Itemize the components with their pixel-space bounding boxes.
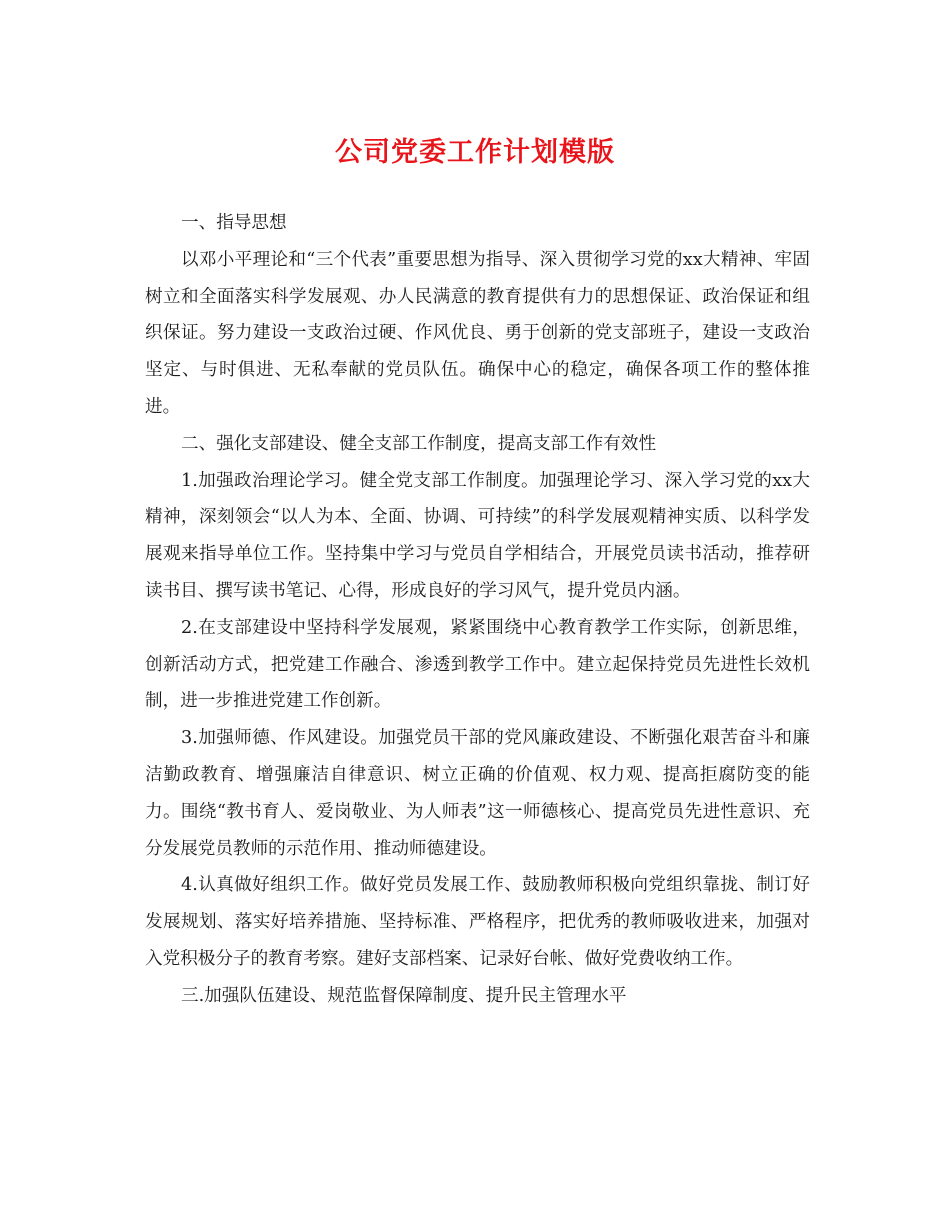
heading-team-building: 三.加强队伍建设、规范监督保障制度、提升民主管理水平 [181, 985, 627, 1006]
paragraph-guiding-ideology: 以邓小平理论和“三个代表”重要思想为指导、深入贯彻学习党的xx大精神、牢固树立和全面落实科学发展观、办人民满意的教育提供有力的思想保证、政治保证和组织保证。努力建设一支政治过硬、作风优良、勇于创新的党支部班子，建设一支政治坚定、与时俱进、无私奉献的党员队伍。确保中心的稳定，确保各项工作的整体推进。 [145, 249, 810, 417]
heading-guiding-ideology: 一、指导思想 [181, 213, 287, 233]
paragraph-item-1: 1.加强政治理论学习。健全党支部工作制度。加强理论学习、深入学习党的xx大精神，深刻领会“以人为本、全面、协调、可持续”的科学发展观精神实质、以科学发展观来指导单位工作。坚持集中学习与党员自学相结合，开展党员读书活动，推荐研读书目、撰写读书笔记、心得，形成良好的学习风气，提升党员内涵。 [145, 470, 810, 601]
document-title: 公司党委工作计划模版 [335, 137, 615, 168]
paragraph-item-2: 2.在支部建设中坚持科学发展观，紧紧围绕中心教育教学工作实际，创新思维，创新活动方式，把党建工作融合、渗透到教学工作中。建立起保持党员先进性长效机制，进一步推进党建工作创新。 [145, 617, 810, 712]
heading-branch-construction: 二、强化支部建设、健全支部工作制度，提高支部工作有效性 [181, 433, 657, 454]
paragraph-item-4: 4.认真做好组织工作。做好党员发展工作、鼓励教师积极向党组织靠拢、制订好发展规划、落实好培养措施、坚持标准、严格程序，把优秀的教师吸收进来，加强对入党积极分子的教育考察。建好支部档案、记录好台帐、做好党费收纳工作。 [145, 875, 810, 969]
document-body [145, 205, 810, 1015]
paragraph-item-3: 3.加强师德、作风建设。加强党员干部的党风廉政建设、不断强化艰苦奋斗和廉洁勤政教育、增强廉洁自律意识、树立正确的价值观、权力观、提高拒腐防变的能力。围绕“教书育人、爱岗敬业、为人师表”这一师德核心、提高党员先进性意识、充分发展党员教师的示范作用、推动师德建设。 [145, 728, 810, 859]
